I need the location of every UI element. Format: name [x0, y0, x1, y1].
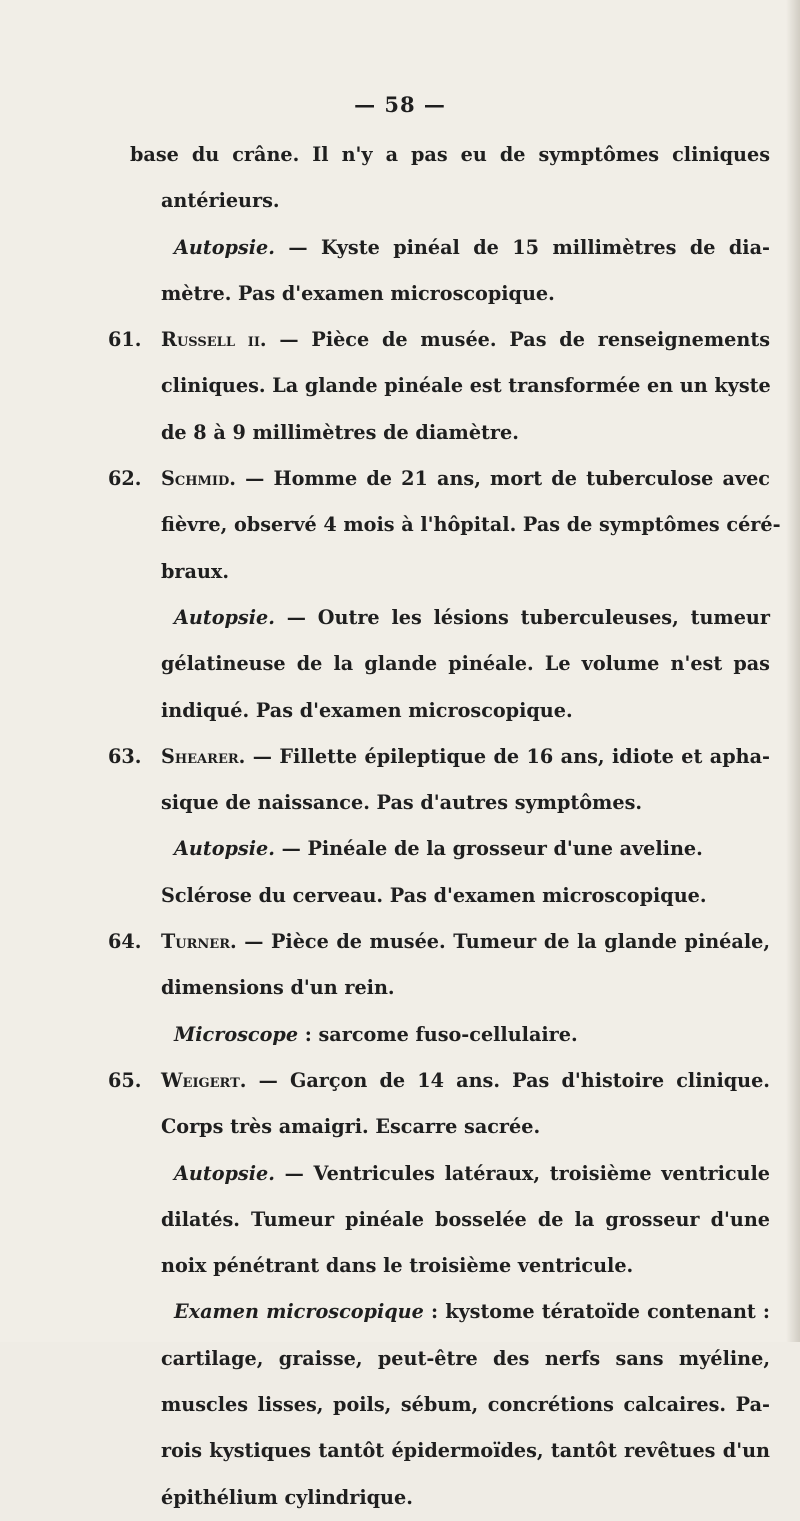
- body-text: [108, 132, 781, 1521]
- entry-line: 62. Schmid. — Homme de 21 ans, mort de tuberculose avec: [130, 456, 770, 502]
- section-lead: Autopsie.: [174, 1161, 275, 1185]
- entry-line: 65. Weigert. — Garçon de 14 ans. Pas d'histoire clinique.: [130, 1058, 770, 1104]
- section-lead: Autopsie.: [174, 837, 275, 861]
- section-lead: Microscope: [174, 1022, 299, 1046]
- entry-number: 63.: [108, 744, 142, 768]
- author-name: Shearer.: [161, 744, 246, 768]
- author-name: Turner.: [161, 930, 237, 954]
- text-line: indiqué. Pas d'examen microscopique.: [161, 698, 573, 722]
- text-line: Sclérose du cerveau. Pas d'examen microscopique.: [161, 883, 707, 907]
- author-name: Schmid.: [161, 467, 236, 491]
- text-line: fièvre, observé 4 mois à l'hôpital. Pas de symptômes céré-: [161, 513, 781, 537]
- section-lead: Autopsie.: [174, 605, 275, 629]
- text-line: dimensions d'un rein.: [161, 976, 395, 1000]
- text-line: noix pénétrant dans le troisième ventricule.: [161, 1254, 634, 1278]
- text-line: dilatés. Tumeur pinéale bosselée de la grosseur d'une: [161, 1207, 770, 1231]
- text-line: de 8 à 9 millimètres de diamètre.: [161, 420, 519, 444]
- text-line: base du crâne. Il n'y a pas eu de symptômes cliniques: [130, 143, 770, 166]
- text-line: épithélium cylindrique.: [161, 1485, 413, 1509]
- text-line: sique de naissance. Pas d'autres symptômes.: [161, 791, 643, 815]
- section-lead: Autopsie.: [174, 235, 275, 259]
- entry-number: 65.: [108, 1068, 142, 1092]
- author-name: Weigert.: [161, 1068, 247, 1092]
- text-line: mètre. Pas d'examen microscopique.: [161, 281, 555, 305]
- text-line: muscles lisses, poils, sébum, concrétions calcaires. Pa-: [161, 1393, 770, 1417]
- text-line: gélatineuse de la glande pinéale. Le volume n'est pas: [161, 652, 770, 676]
- text-line: Autopsie. — Kyste pinéal de 15 millimètres de dia-: [174, 235, 770, 259]
- entry-number: 61.: [108, 328, 142, 352]
- text-line: Examen microscopique : kystome tératoïde contenant :: [174, 1300, 770, 1324]
- text-line: Corps très amaigri. Escarre sacrée.: [161, 1115, 541, 1139]
- page-edge-shadow: [786, 0, 800, 1342]
- entry-line: 61. Russell ii. — Pièce de musée. Pas de renseignements: [130, 317, 770, 363]
- text-line: Microscope : sarcome fuso-cellulaire.: [174, 1022, 578, 1046]
- text-line: cliniques. La glande pinéale est transformée en un kyste: [161, 374, 771, 398]
- text-line: antérieurs.: [161, 189, 280, 213]
- section-lead: Examen microscopique: [174, 1300, 424, 1324]
- text-line: Autopsie. — Pinéale de la grosseur d'une aveline.: [174, 837, 703, 861]
- entry-number: 64.: [108, 930, 142, 954]
- entry-line: 64. Turner. — Pièce de musée. Tumeur de la glande pinéale,: [130, 919, 770, 965]
- text-line: Autopsie. — Outre les lésions tuberculeuses, tumeur: [174, 605, 770, 629]
- text-line: rois kystiques tantôt épidermoïdes, tantôt revêtues d'un: [161, 1439, 770, 1463]
- text-line: braux.: [161, 559, 230, 583]
- entry-line: 63. Shearer. — Fillette épileptique de 16 ans, idiote et apha-: [130, 734, 770, 780]
- author-name: Russell ii.: [161, 328, 267, 352]
- text-line: Autopsie. — Ventricules latéraux, troisième ventricule: [174, 1161, 770, 1185]
- text-line: cartilage, graisse, peut-être des nerfs sans myéline,: [161, 1346, 770, 1370]
- page-number: — 58 —: [354, 92, 446, 117]
- entry-number: 62.: [108, 467, 142, 491]
